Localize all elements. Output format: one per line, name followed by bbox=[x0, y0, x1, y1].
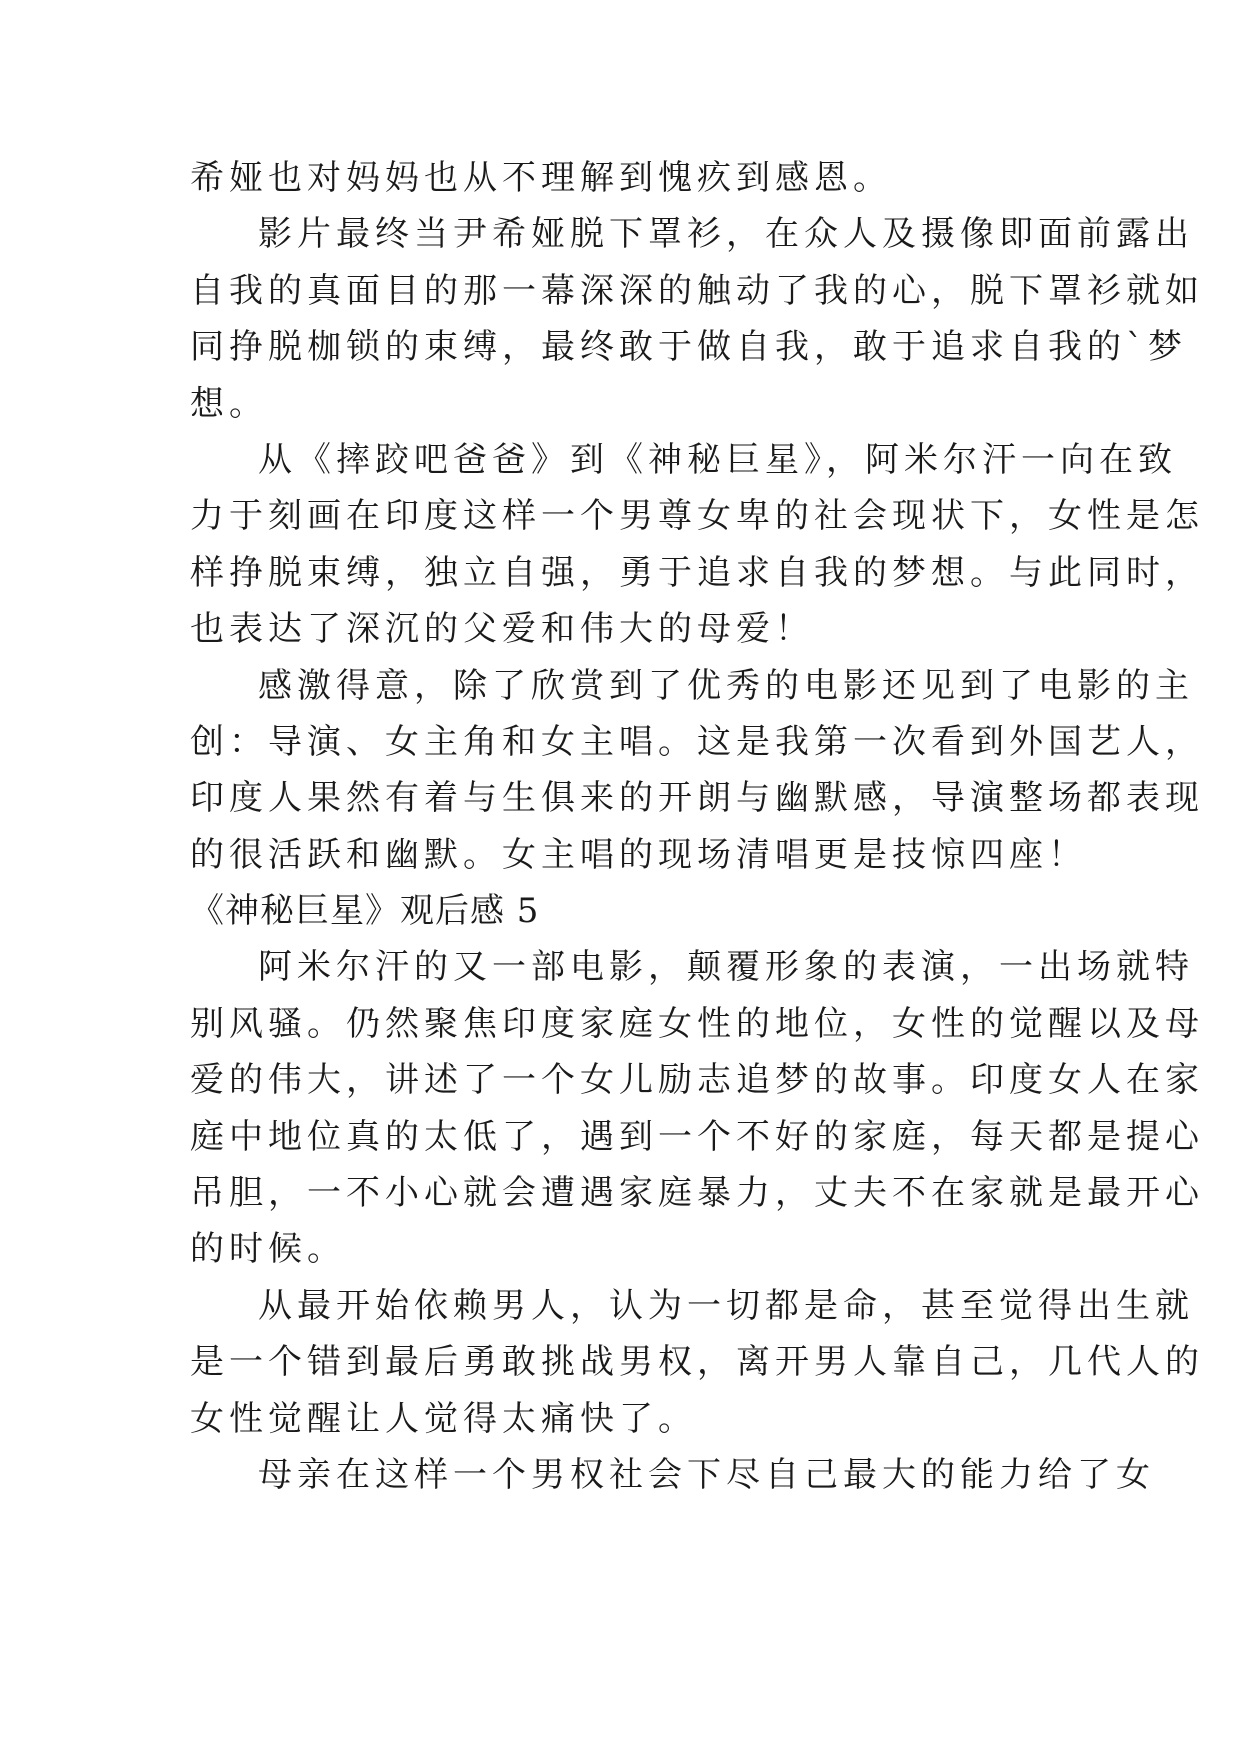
text-line: 从最开始依赖男人，认为一切都是命，甚至觉得出生就 bbox=[258, 1285, 1194, 1326]
text-line: 别风骚。仍然聚焦印度家庭女性的地位，女性的觉醒以及母 bbox=[190, 1003, 1204, 1044]
text-line: 母亲在这样一个男权社会下尽自己最大的能力给了女 bbox=[258, 1454, 1155, 1495]
text-line: 想。 bbox=[190, 383, 268, 424]
text-line: 也表达了深沉的父爱和伟大的母爱！ bbox=[190, 609, 814, 650]
text-line: 希娅也对妈妈也从不理解到愧疚到感恩。 bbox=[190, 158, 892, 198]
text-line: 样挣脱束缚，独立自强，勇于追求自我的梦想。与此同时， bbox=[190, 552, 1204, 593]
text-line: 的时候。 bbox=[190, 1229, 346, 1270]
text-line: 自我的真面目的那一幕深深的触动了我的心，脱下罩衫就如 bbox=[190, 270, 1204, 311]
text-line: 吊胆，一不小心就会遭遇家庭暴力，丈夫不在家就是最开心 bbox=[190, 1173, 1204, 1214]
section-heading: 《神秘巨星》观后感 5 bbox=[190, 891, 540, 932]
text-line: 从《摔跤吧爸爸》到《神秘巨星》，阿米尔汗一向在致 bbox=[258, 439, 1177, 480]
text-line: 女性觉醒让人觉得太痛快了。 bbox=[190, 1398, 697, 1439]
text-line: 阿米尔汗的又一部电影，颠覆形象的表演，一出场就特 bbox=[258, 947, 1194, 988]
text-line: 是一个错到最后勇敢挑战男权，离开男人靠自己，几代人的 bbox=[190, 1342, 1204, 1383]
text-line: 感激得意，除了欣赏到了优秀的电影还见到了电影的主 bbox=[258, 665, 1194, 706]
text-line: 的很活跃和幽默。女主唱的现场清唱更是技惊四座！ bbox=[190, 834, 1087, 875]
text-line: 创：导演、女主角和女主唱。这是我第一次看到外国艺人， bbox=[190, 721, 1204, 762]
text-line: 印度人果然有着与生俱来的开朗与幽默感，导演整场都表现 bbox=[190, 778, 1204, 819]
text-line: 庭中地位真的太低了，遇到一个不好的家庭，每天都是提心 bbox=[190, 1116, 1204, 1157]
document-body bbox=[190, 150, 1204, 1503]
text-line: 同挣脱枷锁的束缚，最终敢于做自我，敢于追求自我的`梦 bbox=[190, 327, 1187, 368]
text-line: 力于刻画在印度这样一个男尊女卑的社会现状下，女性是怎 bbox=[190, 496, 1204, 537]
text-line: 影片最终当尹希娅脱下罩衫，在众人及摄像即面前露出 bbox=[258, 214, 1194, 255]
text-line: 爱的伟大，讲述了一个女儿励志追梦的故事。印度女人在家 bbox=[190, 1060, 1204, 1101]
